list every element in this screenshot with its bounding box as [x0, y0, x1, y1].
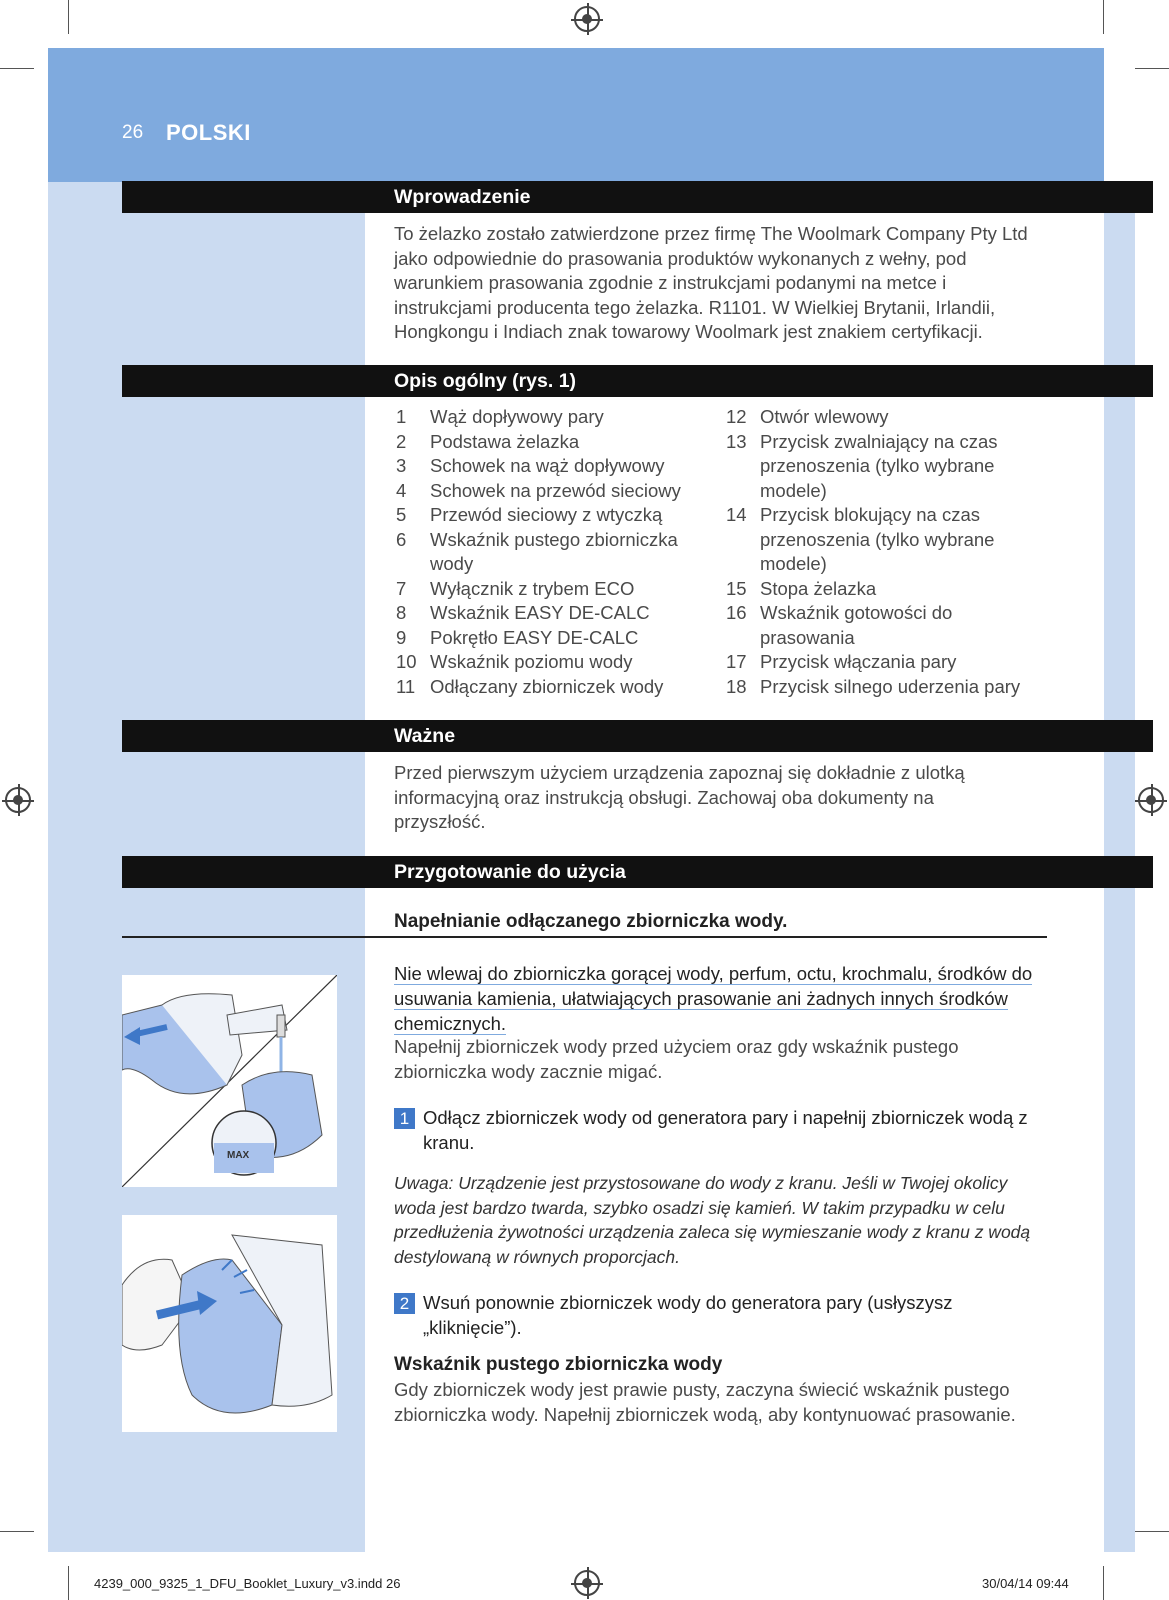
list-item [726, 405, 1026, 430]
list-item [396, 626, 696, 651]
fill-intro: Napełnij zbiorniczek wody przed użyciem oraz gdy wskaźnik pustego zbiorniczka wody zacznie migać. [394, 1036, 959, 1082]
item-text: Wyłącznik z trybem ECO [430, 577, 635, 599]
item-number: 12 [726, 406, 747, 427]
list-item [396, 675, 696, 700]
crop-mark [0, 68, 34, 69]
registration-mark-icon [574, 6, 600, 32]
item-text: Wskaźnik EASY DE-CALC [430, 602, 650, 623]
footer-date: 30/04/14 09:44 [982, 1576, 1069, 1591]
important-paragraph: Przed pierwszym użyciem urządzenia zapoznaj się dokładnie z ulotką informacyjną oraz instrukcją obsługi. Zachowaj oba dokumenty na przyszłość. [394, 762, 965, 832]
item-text: Przycisk zwalniający na czas przenoszenia (tylko wybrane modele) [760, 430, 998, 501]
section-bar-important: Ważne [122, 720, 1153, 752]
item-number: 8 [396, 602, 407, 623]
item-number: 3 [396, 455, 407, 476]
crop-mark [1103, 1566, 1104, 1600]
subsection-title: Napełnianie odłączanego zbiorniczka wody. [394, 911, 788, 932]
note-text: Uwaga: Urządzenie jest przystosowane do wody z kranu. Jeśli w Twojej okolicy woda jest bardzo twarda, szybko osadzi się kamień. W takim przypadku w celu przedłużenia żywotności urządzenia zaleca się wymieszanie wody z kranu z wodą destylowaną w równych proporcjach. [394, 1173, 1031, 1267]
item-text: Przewód sieciowy z wtyczką [430, 504, 663, 525]
step-1-text: Odłącz zbiorniczek wody od generatora pary i napełnij zbiorniczek wodą z kranu. [423, 1107, 1028, 1153]
list-item [396, 454, 696, 479]
crop-mark [68, 0, 69, 34]
item-text: Podstawa żelazka [430, 430, 580, 452]
item-number: 11 [396, 675, 416, 697]
list-item [396, 503, 696, 528]
item-number: 6 [396, 528, 407, 550]
item-number: 10 [396, 651, 417, 672]
item-text: Wąż dopływowy pary [430, 406, 604, 427]
list-item [396, 528, 696, 577]
item-text: Wskaźnik pustego zbiorniczka wody [430, 528, 678, 574]
item-text: Przycisk włączania pary [760, 651, 957, 672]
list-item [396, 479, 696, 504]
item-text: Pokrętło EASY DE-CALC [430, 626, 639, 648]
item-text: Schowek na przewód sieciowy [430, 479, 681, 501]
list-item [396, 430, 696, 455]
item-text: Odłączany zbiorniczek wody [430, 675, 664, 697]
list-item [726, 675, 1026, 700]
registration-mark-icon [1138, 787, 1164, 813]
crop-mark [0, 1531, 34, 1532]
crop-mark [1135, 1531, 1169, 1532]
figure-insert-tank [122, 1215, 337, 1432]
item-text: Przycisk blokujący na czas przenoszenia (tylko wybrane modele) [760, 504, 995, 574]
item-text: Stopa żelazka [760, 577, 877, 599]
item-number: 15 [726, 577, 747, 599]
parts-list-right [726, 405, 1026, 699]
warning-underlined: Nie wlewaj do zbiorniczka gorącej wody, perfum, octu, krochmalu, środków do usuwania kamienia, ułatwiających prasowanie ani żadnych innych środków chemicznych. [394, 963, 1033, 1034]
list-item [396, 577, 696, 602]
parts-list-left [396, 405, 696, 699]
header-band [48, 48, 1104, 182]
item-number: 7 [396, 577, 407, 599]
step-2 [394, 1291, 1034, 1340]
item-text: Wskaźnik poziomu wody [430, 651, 633, 672]
list-item [396, 405, 696, 430]
item-text: Przycisk silnego uderzenia pary [760, 675, 1021, 697]
step-number-badge: 1 [394, 1108, 415, 1129]
list-item [726, 577, 1026, 602]
list-item [726, 601, 1026, 650]
item-text: Wskaźnik gotowości do prasowania [760, 602, 953, 648]
crop-mark [1103, 0, 1104, 34]
warning-text [394, 961, 1034, 1036]
item-number: 2 [396, 430, 407, 452]
registration-mark-icon [574, 1570, 600, 1596]
item-number: 5 [396, 504, 407, 525]
list-item [726, 650, 1026, 675]
registration-mark-icon [5, 787, 31, 813]
item-text: Schowek na wąż dopływowy [430, 455, 665, 476]
section-bar-intro: Wprowadzenie [122, 181, 1153, 213]
item-number: 17 [726, 651, 747, 672]
item-number: 1 [396, 406, 407, 427]
step-1 [394, 1106, 1034, 1155]
language-title: POLSKI [166, 120, 251, 145]
list-item [396, 650, 696, 675]
list-item [396, 601, 696, 626]
page-number: 26 [122, 122, 144, 143]
list-item [726, 503, 1026, 577]
section-bar-preparation: Przygotowanie do użycia [122, 856, 1153, 888]
item-number: 13 [726, 430, 747, 452]
item-text: Otwór wlewowy [760, 406, 889, 427]
item-number: 16 [726, 602, 747, 623]
divider [122, 936, 1047, 938]
figure-remove-tank [122, 975, 337, 1187]
section-bar-overview: Opis ogólny (rys. 1) [122, 365, 1153, 397]
item-number: 14 [726, 504, 747, 525]
item-number: 9 [396, 626, 407, 648]
crop-mark [1135, 68, 1169, 69]
list-item [726, 430, 1026, 504]
item-number: 4 [396, 479, 407, 501]
crop-mark [68, 1566, 69, 1600]
max-label: MAX [227, 1150, 250, 1161]
empty-indicator-text: Gdy zbiorniczek wody jest prawie pusty, zaczyna świecić wskaźnik pustego zbiorniczka wody. Napełnij zbiorniczek wodą, aby kontynuować prasowanie. [394, 1379, 1016, 1425]
footer-filename: 4239_000_9325_1_DFU_Booklet_Luxury_v3.indd 26 [94, 1576, 401, 1591]
step-number-badge: 2 [394, 1293, 415, 1314]
item-number: 18 [726, 675, 747, 697]
intro-paragraph: To żelazko zostało zatwierdzone przez firmę The Woolmark Company Pty Ltd jako odpowiednie do prasowania produktów wykonanych z wełny, pod warunkiem prasowania zgodnie z instrukcjami podanymi na metce i instrukcjami producenta tego żelazka. R1101. W Wielkiej Brytanii, Irlandii, Hongkongu i Indiach znak towarowy Woolmark jest znakiem certyfikacji. [394, 223, 1028, 342]
step-2-text: Wsuń ponownie zbiorniczek wody do generatora pary (usłyszysz „kliknięcie”). [423, 1292, 953, 1338]
empty-indicator-title: Wskaźnik pustego zbiorniczka wody [394, 1354, 723, 1375]
